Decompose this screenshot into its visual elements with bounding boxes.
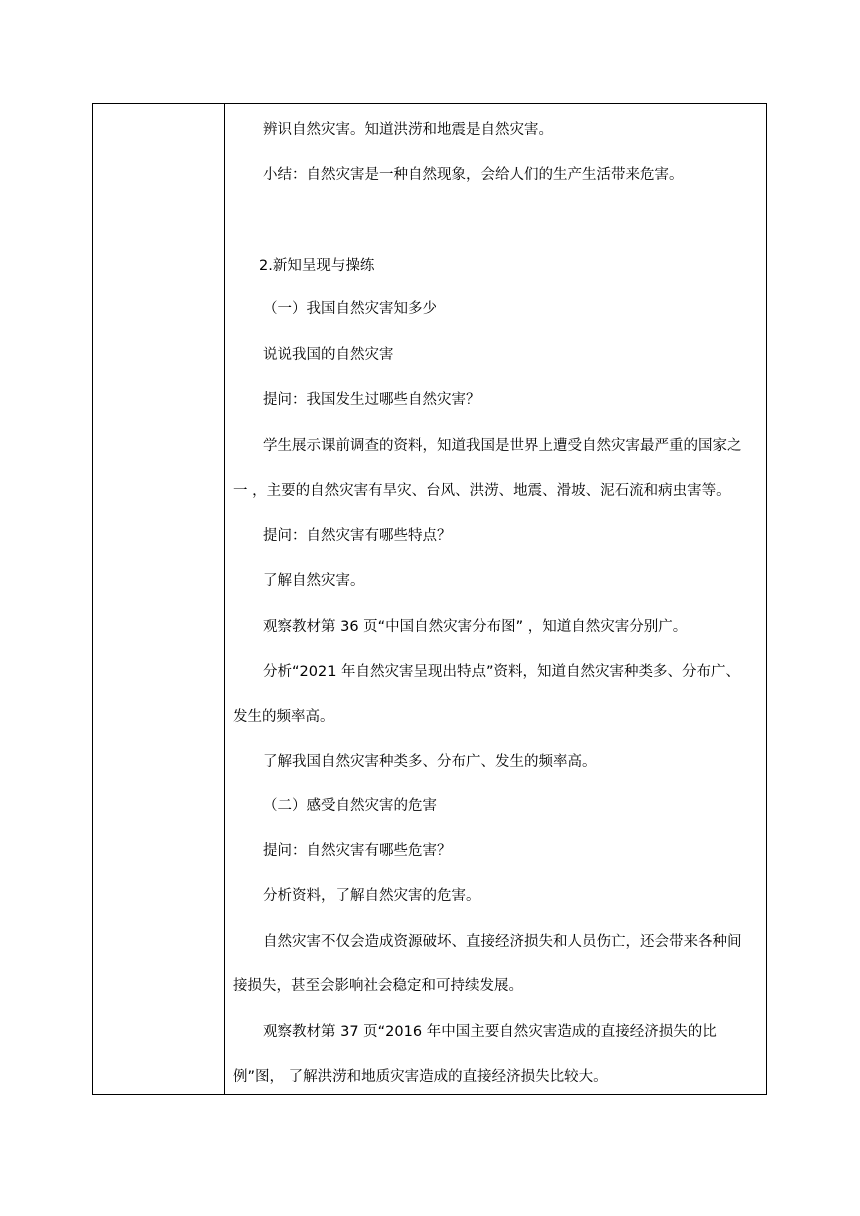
left-cell xyxy=(93,104,224,1094)
paragraph: 观察教材第 36 页“中国自然灾害分布图” ，知道自然灾害分别广。 xyxy=(263,619,688,635)
paragraph: 例”图， 了解洪涝和地质灾害造成的直接经济损失比较大。 xyxy=(233,1069,608,1085)
paragraph: 分析资料，了解自然灾害的危害。 xyxy=(263,888,481,904)
paragraph: 观察教材第 37 页“2016 年中国主要自然灾害造成的直接经济损失的比 xyxy=(263,1024,717,1040)
paragraph: 小结：自然灾害是一种自然现象，会给人们的生产生活带来危害。 xyxy=(263,167,684,183)
paragraph: 分析“2021 年自然灾害呈现出特点”资料，知道自然灾害种类多、分布广、 xyxy=(263,664,741,680)
paragraph: 了解自然灾害。 xyxy=(263,573,365,589)
paragraph: 提问：自然灾害有哪些危害？ xyxy=(263,843,452,859)
paragraph: 自然灾害不仅会造成资源破坏、直接经济损失和人员伤亡，还会带来各种间 xyxy=(263,934,742,950)
paragraph: 说说我国的自然灾害 xyxy=(263,347,394,363)
subsection-heading: （二）感受自然灾害的危害 xyxy=(263,798,437,814)
subsection-heading: （一）我国自然灾害知多少 xyxy=(263,301,437,317)
paragraph: 一 ，主要的自然灾害有旱灾、台风、洪涝、地震、滑坡、泥石流和病虫害等。 xyxy=(233,483,731,499)
section-heading: 2.新知呈现与操练 xyxy=(259,258,375,274)
content-cell xyxy=(225,104,766,1094)
paragraph: 接损失，甚至会影响社会稳定和可持续发展。 xyxy=(233,978,523,994)
paragraph: 辨识自然灾害。知道洪涝和地震是自然灾害。 xyxy=(263,122,553,138)
paragraph: 提问：自然灾害有哪些特点？ xyxy=(263,528,452,544)
paragraph: 了解我国自然灾害种类多、分布广、发生的频率高。 xyxy=(263,754,597,770)
paragraph: 提问：我国发生过哪些自然灾害？ xyxy=(263,392,481,408)
lesson-table xyxy=(92,103,767,1095)
paragraph: 学生展示课前调查的资料，知道我国是世界上遭受自然灾害最严重的国家之 xyxy=(263,438,742,454)
paragraph: 发生的频率高。 xyxy=(233,709,335,725)
